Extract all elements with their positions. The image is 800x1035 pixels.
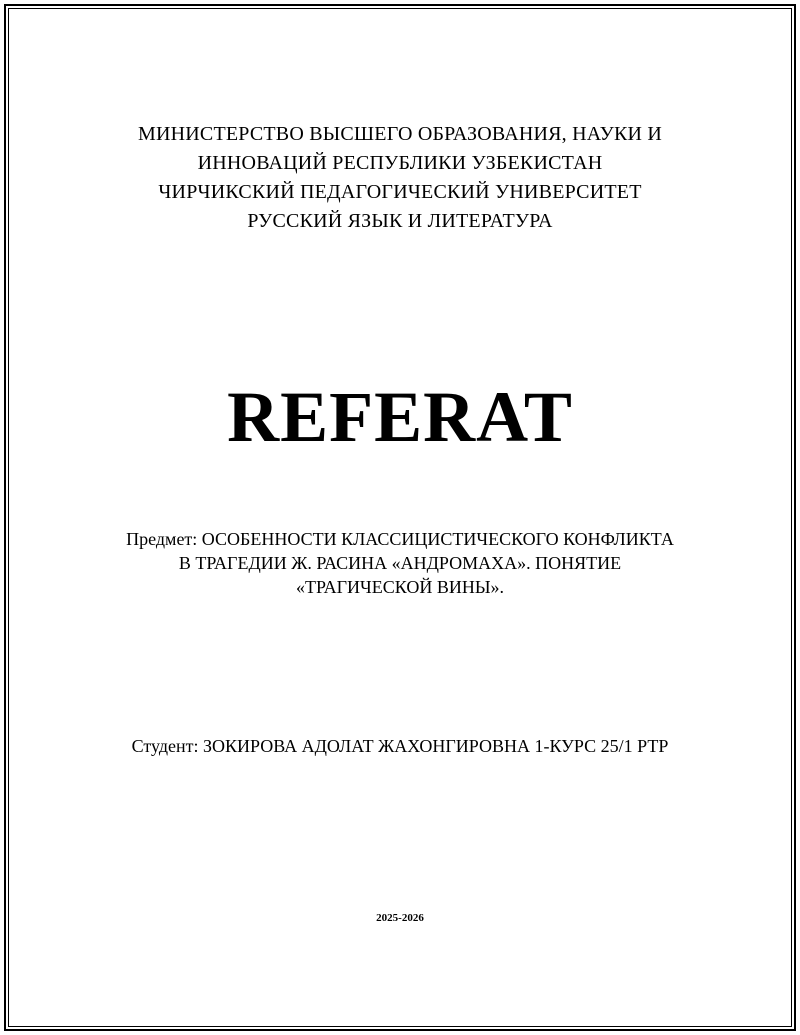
header-line-university: ЧИРЧИКСКИЙ ПЕДАГОГИЧЕСКИЙ УНИВЕРСИТЕТ (158, 181, 642, 203)
subject-block (0, 527, 800, 599)
subject-line-1: Предмет: ОСОБЕННОСТИ КЛАССИЦИСТИЧЕСКОГО КОНФЛИКТА (126, 529, 674, 549)
subject-line-2: В ТРАГЕДИИ Ж. РАСИНА «АНДРОМАХА». ПОНЯТИЕ (178, 553, 622, 573)
document-title: REFERAT (227, 377, 573, 457)
header-line-republic: ИННОВАЦИЙ РЕСПУБЛИКИ УЗБЕКИСТАН (197, 152, 603, 174)
student-info: Студент: ЗОКИРОВА АДОЛАТ ЖАХОНГИРОВНА 1-КУРС 25/1 РТР (131, 736, 669, 756)
header-line-ministry: МИНИСТЕРСТВО ВЫСШЕГО ОБРАЗОВАНИЯ, НАУКИ И (138, 123, 662, 145)
institution-header (0, 120, 800, 236)
subject-line-3: «ТРАГИЧЕСКОЙ ВИНЫ». (295, 577, 505, 597)
academic-year: 2025-2026 (376, 912, 424, 924)
header-line-department: РУССКИЙ ЯЗЫК И ЛИТЕРАТУРА (247, 210, 553, 232)
